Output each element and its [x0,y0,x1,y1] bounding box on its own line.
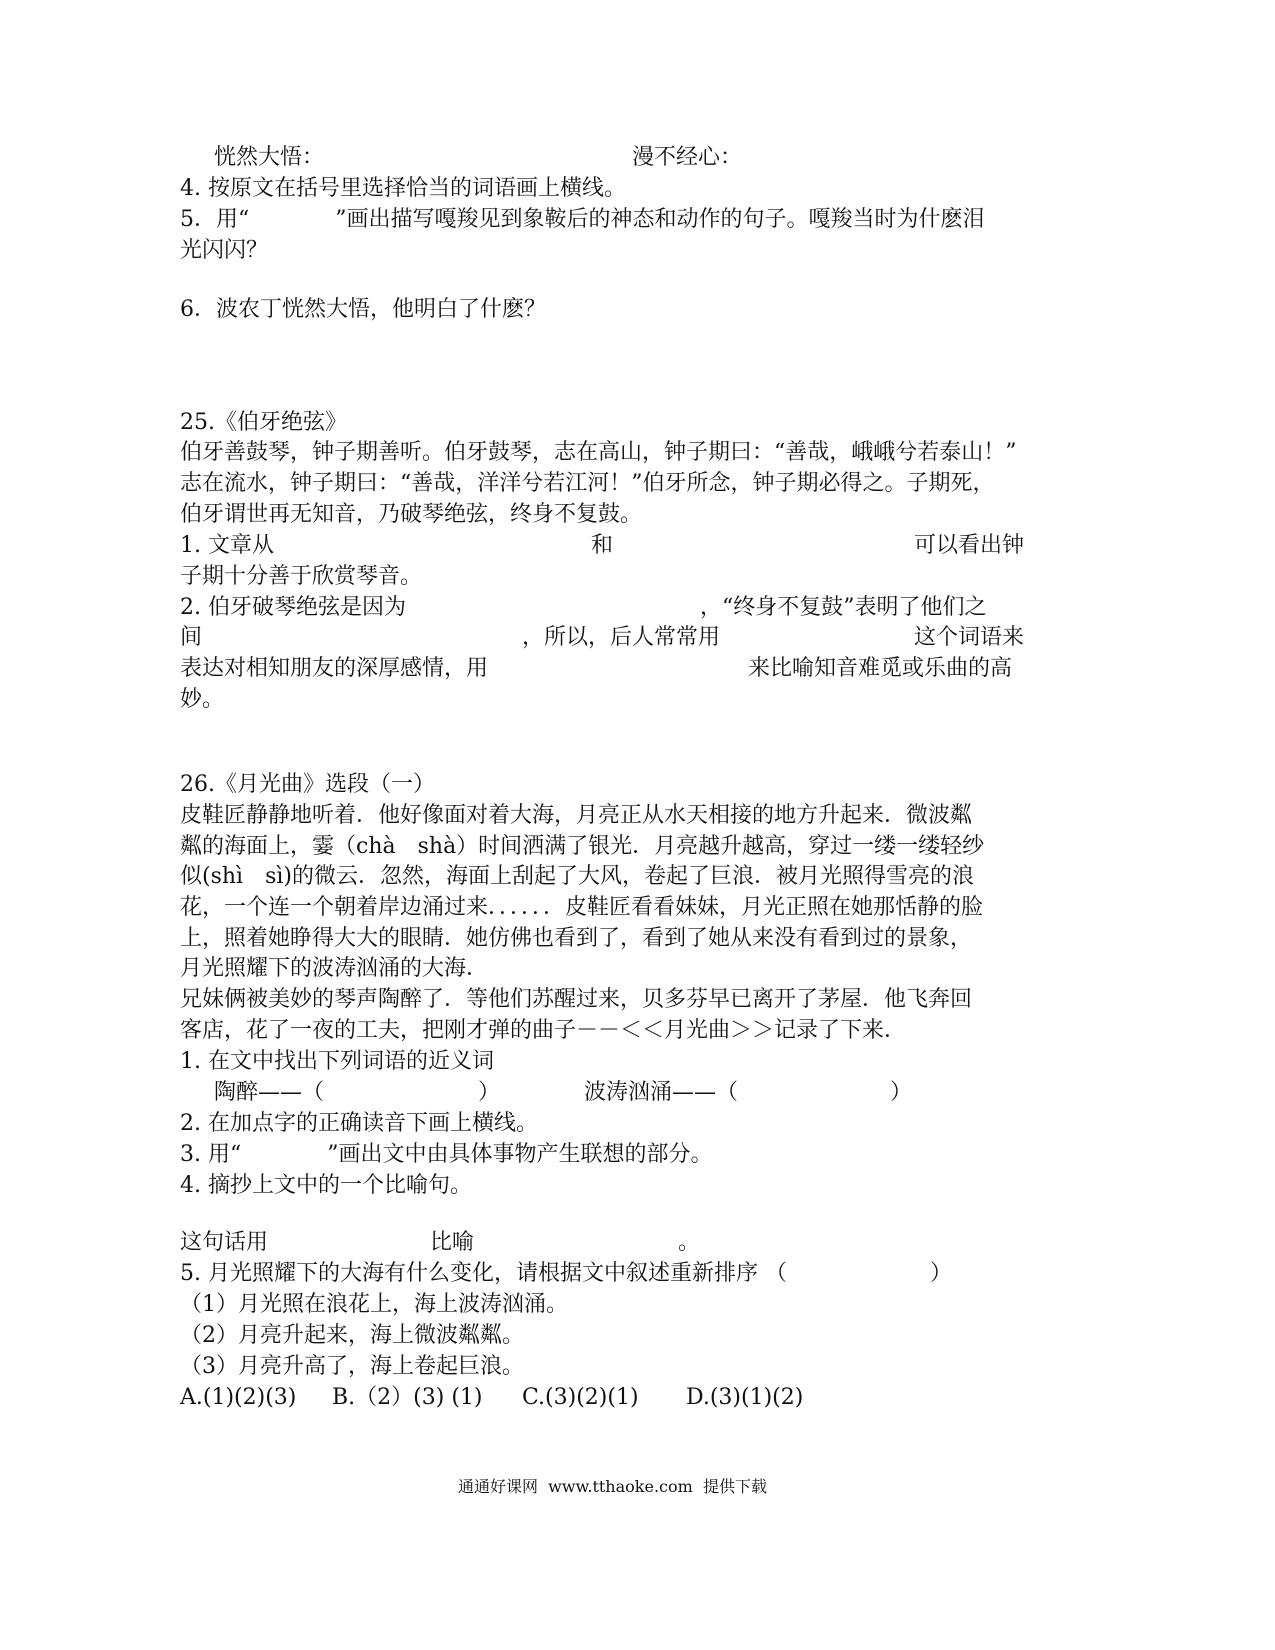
q26-4: 4. 摘抄上文中的一个比喻句。 [180,1173,472,1198]
q25-2-biyu: 来比喻知音难觅或乐曲的高 [748,656,1013,681]
q26-2: 2. 在加点字的正确读音下画上横线。 [180,1111,538,1136]
choice-b: B.（2）(3) (1) [332,1385,483,1410]
passage-26-line-8: 客店，花了一夜的工夫，把刚才弹的曲子－－＜＜月光曲＞＞记录了下来． [180,1018,907,1043]
passage-26-line-1: 皮鞋匠静静地听着．他好像面对着大海，月亮正从水天相接的地方升起来．微波粼 [180,803,973,828]
choice-c: C.(3)(2)(1) [522,1385,639,1410]
q26-5: 5. 月光照耀下的大海有什么变化，请根据文中叙述重新排序 （ [180,1261,787,1286]
q26-1: 1. 在文中找出下列词语的近义词 [180,1049,494,1074]
question-6: 6．波农丁恍然大悟，他明白了什麽？ [180,297,546,322]
passage-26-line-7: 兄妹俩被美妙的琴声陶醉了．等他们苏醒过来，贝多芬早已离开了茅屋．他飞奔回 [180,987,973,1012]
choice-d: D.(3)(1)(2) [686,1385,804,1410]
synonym-prompt-manbujingxin: 漫不经心： [632,145,743,170]
q25-2-jian: 间 [180,625,203,650]
section-25-title: 25.《伯牙绝弦》 [180,410,347,435]
passage-26-line-5: 上，照着她睁得大大的眼睛．她仿佛也看到了，看到了她从来没有看到过的景象， [180,926,973,951]
question-4: 4. 按原文在括号里选择恰当的词语画上横线。 [180,176,626,201]
q25-2-end: 妙。 [180,687,225,712]
q26-5-option-1: （1）月光照在浪花上，海上波涛汹涌。 [180,1292,568,1317]
choice-a: A.(1)(2)(3) [180,1385,297,1410]
passage-26-line-3: 似(shì sì)的微云．忽然，海面上刮起了大风，卷起了巨浪．被月光照得雪亮的浪 [180,864,974,889]
question-5: 5．用“ ”画出描写嘎羧见到象鞍后的神态和动作的句子。嘎羧当时为什麽泪 [180,207,985,232]
q25-2-mid: ，“终身不复鼓”表明了他们之 [700,595,987,620]
q25-1-and: 和 [591,533,614,558]
q25-2-suoyi: ，所以，后人常常用 [522,625,721,650]
q25-2-biaoda: 表达对相知朋友的深厚感情，用 [180,656,489,681]
q26-4-period: 。 [678,1230,701,1255]
passage-26-line-4: 花，一个连一个朝着岸边涌过来．．．．．．皮鞋匠看看妹妹，月光正照在她那恬静的脸 [180,895,984,920]
page-footer: 通通好课网 www.tthaoke.com 提供下载 [458,1477,767,1496]
q26-4-zhejuhua: 这句话用 [180,1230,269,1255]
q25-1-cont: 子期十分善于欣赏琴音。 [180,564,423,589]
q26-5-option-3: （3）月亮升高了，海上卷起巨浪。 [180,1354,524,1379]
passage-25-line-3: 伯牙谓世再无知音，乃破琴绝弦，终身不复鼓。 [180,502,643,527]
q25-1-start: 1. 文章从 [180,533,274,558]
synonym-prompt-huangran: 恍然大悟： [214,145,325,170]
q26-3: 3. 用“ ”画出文中由具体事物产生联想的部分。 [180,1142,713,1167]
q26-1-botao: 波涛汹涌——（ [584,1080,739,1105]
passage-25-line-2: 志在流水，钟子期曰：“善哉，洋洋兮若江河！”伯牙所念，钟子期必得之。子期死， [180,471,995,496]
q26-4-biyu: 比喻 [430,1230,475,1255]
q26-1-taozui-close: ） [478,1080,501,1105]
q25-2-ciyu: 这个词语来 [914,625,1025,650]
q26-1-botao-close: ） [890,1080,913,1105]
q26-5-close: ） [930,1261,953,1286]
passage-25-line-1: 伯牙善鼓琴，钟子期善听。伯牙鼓琴，志在高山，钟子期曰：“善哉，峨峨兮若泰山！” [180,440,1017,465]
q25-1-end: 可以看出钟 [914,533,1025,558]
passage-26-line-6: 月光照耀下的波涛汹涌的大海． [180,956,489,981]
q26-5-option-2: （2）月亮升起来，海上微波粼粼。 [180,1323,524,1348]
q26-1-taozui: 陶醉——（ [214,1080,325,1105]
section-26-title: 26.《月光曲》选段（一） [180,772,435,797]
passage-26-line-2: 粼的海面上，霎（chà shà）时间洒满了银光．月亮越升越高，穿过一缕一缕轻纱 [180,834,985,859]
question-5-cont: 光闪闪？ [180,238,269,263]
q25-2-start: 2. 伯牙破琴绝弦是因为 [180,595,406,620]
